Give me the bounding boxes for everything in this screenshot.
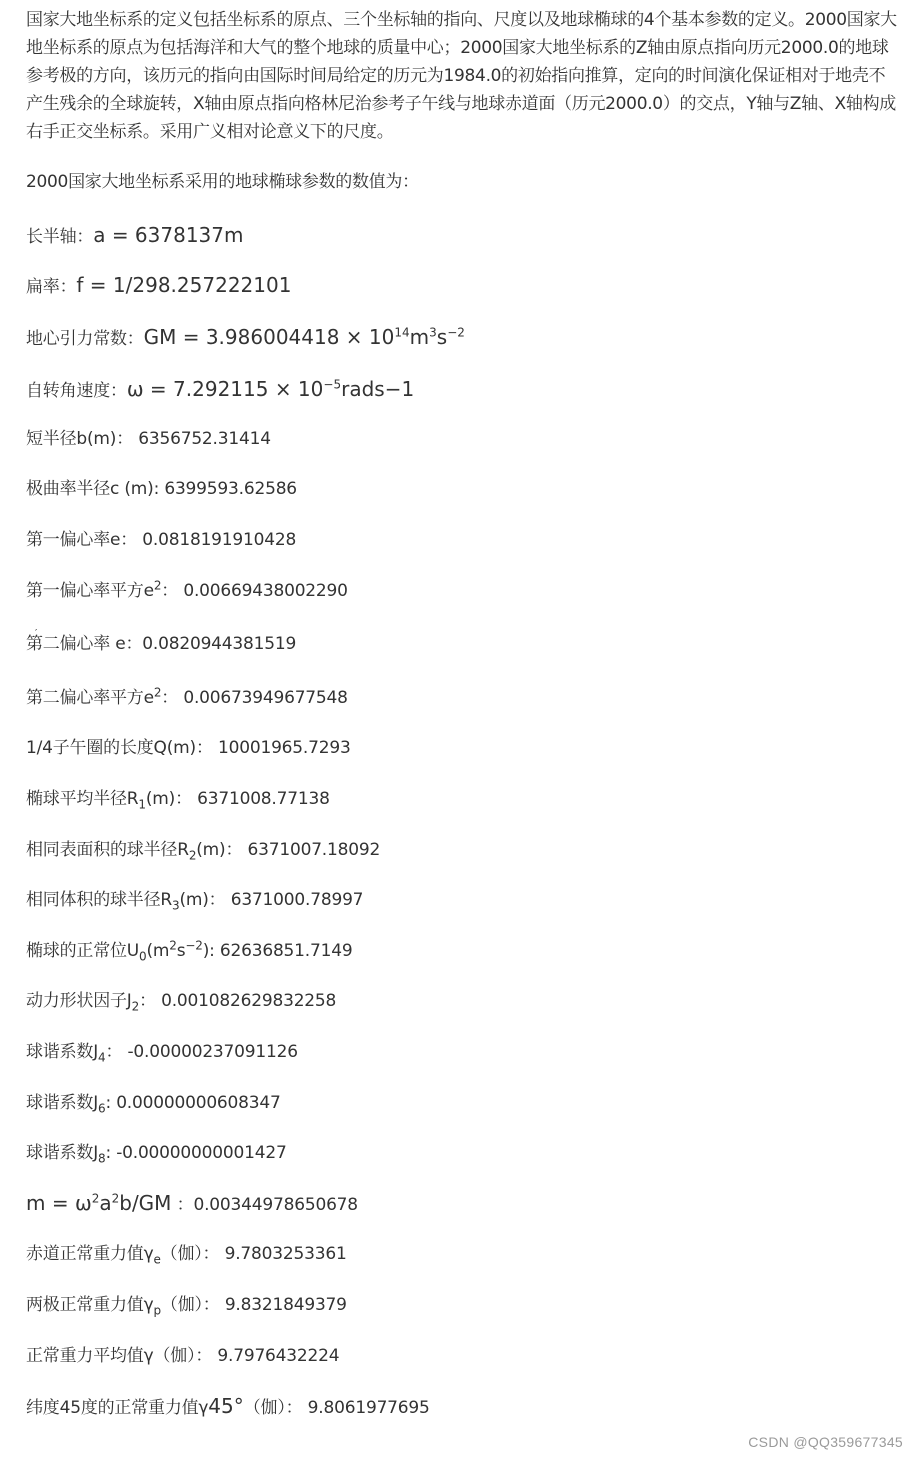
param-value: 9.8321849379 xyxy=(224,1295,347,1315)
param-subscript: 4 xyxy=(98,1050,106,1065)
param-r1 xyxy=(26,785,330,813)
param-subscript: e xyxy=(153,1252,161,1267)
param-r3 xyxy=(26,886,363,914)
param-formula: b/GM xyxy=(119,1191,172,1215)
param-suffix: : xyxy=(105,1093,117,1113)
param-gamma-45 xyxy=(26,1392,430,1422)
param-unit-exponent: 3 xyxy=(429,325,437,340)
param-u0 xyxy=(26,937,352,965)
param-label: 纬度45度的正常重力值γ xyxy=(26,1398,209,1418)
param-label: 赤道正常重力值γ xyxy=(26,1244,154,1264)
param-exponent: −2 xyxy=(185,938,203,953)
param-label: 椭球平均半径R xyxy=(26,789,139,809)
param-colon: ： xyxy=(161,688,179,708)
param-exponent: 2 xyxy=(153,685,162,700)
param-suffix: (m)： xyxy=(196,840,243,860)
param-label: 球谐系数J xyxy=(26,1143,99,1163)
param-subscript: 1 xyxy=(138,797,146,812)
param-value: 9.7803253361 xyxy=(224,1244,347,1264)
param-label: 第一偏心率e： xyxy=(26,530,138,550)
param-suffix: ： xyxy=(105,1042,123,1062)
param-value: 62636851.7149 xyxy=(219,941,353,961)
param-gamma-mean xyxy=(26,1342,339,1370)
param-label: 相同体积的球半径R xyxy=(26,890,173,910)
param-subscript: 2 xyxy=(188,848,197,863)
param-semi-major xyxy=(26,221,244,251)
param-label: 球谐系数J xyxy=(26,1042,99,1062)
param-label: 第二偏心率 e ′ xyxy=(26,630,125,658)
param-unit: m xyxy=(409,325,430,349)
param-unit: s xyxy=(436,325,448,349)
param-unit: rads−1 xyxy=(341,377,415,401)
param-flattening xyxy=(26,271,291,301)
param-colon: ： xyxy=(161,581,179,601)
param-subscript: 8 xyxy=(98,1151,106,1166)
param-subscript: 2 xyxy=(131,999,140,1014)
param-m xyxy=(26,1189,358,1219)
param-gamma-equator xyxy=(26,1240,347,1268)
param-label: 球谐系数J xyxy=(26,1093,99,1113)
param-value: 0.00669438002290 xyxy=(183,581,348,601)
param-suffix: （伽）： xyxy=(243,1398,303,1418)
params-intro: 2000国家大地坐标系采用的地球椭球参数的数值为： xyxy=(26,172,419,192)
param-subscript: 0 xyxy=(139,949,147,964)
param-subscript: 3 xyxy=(172,898,180,913)
param-suffix: （伽）： xyxy=(160,1244,220,1264)
param-exponent: 2 xyxy=(91,1191,100,1206)
param-value: 9.7976432224 xyxy=(217,1346,340,1366)
param-label: 极曲率半径c (m): xyxy=(26,479,160,499)
watermark: CSDN @QQ359677345 xyxy=(748,1434,903,1450)
param-gm xyxy=(26,323,465,353)
param-exponent: 2 xyxy=(111,1191,120,1206)
param-value: ω = 7.292115 × 10 xyxy=(126,377,324,401)
param-value: 9.8061977695 xyxy=(307,1398,430,1418)
param-suffix: : xyxy=(105,1143,117,1163)
param-label: 长半轴： xyxy=(26,227,94,247)
param-exponent: 14 xyxy=(394,325,410,340)
param-first-eccentricity xyxy=(26,526,296,554)
param-second-eccentricity xyxy=(26,630,296,658)
param-suffix: ): xyxy=(202,941,220,961)
param-label: 椭球的正常位U xyxy=(26,941,140,961)
param-value: GM = 3.986004418 × 10 xyxy=(143,325,395,349)
param-value: 0.001082629832258 xyxy=(161,991,337,1011)
param-value: 0.0818191910428 xyxy=(142,530,297,550)
param-label: 自转角速度： xyxy=(26,381,127,401)
param-j6 xyxy=(26,1089,281,1117)
param-value: 6371007.18092 xyxy=(247,840,381,860)
param-value: -0.00000237091126 xyxy=(127,1042,298,1062)
param-second-eccentricity-squared xyxy=(26,684,348,712)
param-value: 0.0820944381519 xyxy=(142,634,297,654)
param-subscript: 6 xyxy=(98,1101,106,1116)
param-label: 两极正常重力值γ xyxy=(26,1295,154,1315)
param-value: 0.00344978650678 xyxy=(193,1195,358,1215)
param-value: 6371000.78997 xyxy=(230,890,364,910)
param-unit-exponent: −2 xyxy=(447,325,465,340)
param-label: 地心引力常数： xyxy=(26,329,144,349)
param-suffix: (m)： xyxy=(145,789,192,809)
param-colon: ： xyxy=(176,1195,194,1215)
param-j4 xyxy=(26,1038,298,1066)
param-subscript: p xyxy=(153,1303,161,1318)
param-value: 6399593.62586 xyxy=(164,479,297,499)
param-label: 第二偏心率平方e xyxy=(26,688,154,708)
param-suffix: s xyxy=(176,941,186,961)
param-gamma-pole xyxy=(26,1291,347,1319)
param-value: 10001965.7293 xyxy=(217,738,351,758)
param-suffix: （伽）： xyxy=(160,1295,220,1315)
param-value: f = 1/298.257222101 xyxy=(76,273,292,297)
param-exponent: 2 xyxy=(169,938,177,953)
param-suffix: ： xyxy=(139,991,156,1011)
param-exponent: −5 xyxy=(323,377,342,392)
article xyxy=(26,6,898,196)
param-suffix: （伽）： xyxy=(153,1346,213,1366)
param-suffix: (m)： xyxy=(179,890,226,910)
param-j2 xyxy=(26,987,336,1015)
param-value: 6356752.31414 xyxy=(138,429,271,449)
param-label: 相同表面积的球半径R xyxy=(26,840,189,860)
param-formula: m = ω xyxy=(26,1191,92,1215)
param-suffix: (m xyxy=(146,941,170,961)
param-label: 1/4子午圈的长度Q(m)： xyxy=(26,738,213,758)
param-first-eccentricity-squared xyxy=(26,577,348,605)
param-label: 动力形状因子J xyxy=(26,991,132,1011)
param-label: 第一偏心率平方e xyxy=(26,581,154,601)
param-r2 xyxy=(26,836,380,864)
param-value: a = 6378137m xyxy=(93,223,244,247)
param-latitude: 45° xyxy=(208,1394,244,1418)
param-value: 6371008.77138 xyxy=(197,789,330,809)
param-formula: a xyxy=(99,1191,112,1215)
param-colon: ： xyxy=(125,634,143,654)
param-value: 0.00000000608347 xyxy=(116,1093,281,1113)
param-label: 正常重力平均值γ xyxy=(26,1346,154,1366)
param-value: 0.00673949677548 xyxy=(183,688,348,708)
intro-paragraph: 国家大地坐标系的定义包括坐标系的原点、三个坐标轴的指向、尺度以及地球椭球的4个基本参数的定义。2000国家大地坐标系的原点为包括海洋和大气的整个地球的质量中心；2000国家大地坐标系的Z轴由原点指向历元2000.0的地球参考极的方向，该历元的指向由国际时间局给定的历元为1984.0的初始指向推算，定向的时间演化保证相对于地壳不产生残余的全球旋转，X轴由原点指向格林尼治参考子午线与地球赤道面（历元2000.0）的交点，Y轴与Z轴、X轴构成右手正交坐标系。采用广义相对论意义下的尺度。 xyxy=(26,10,897,142)
param-label: 扁率： xyxy=(26,277,77,297)
param-label: 短半径b(m)： xyxy=(26,429,134,449)
param-polar-radius xyxy=(26,475,297,503)
param-exponent: 2 xyxy=(153,578,162,593)
param-semi-minor xyxy=(26,425,271,453)
param-j8 xyxy=(26,1139,287,1167)
param-omega xyxy=(26,375,414,405)
param-quarter-meridian xyxy=(26,734,351,762)
param-value: -0.00000000001427 xyxy=(116,1143,287,1163)
